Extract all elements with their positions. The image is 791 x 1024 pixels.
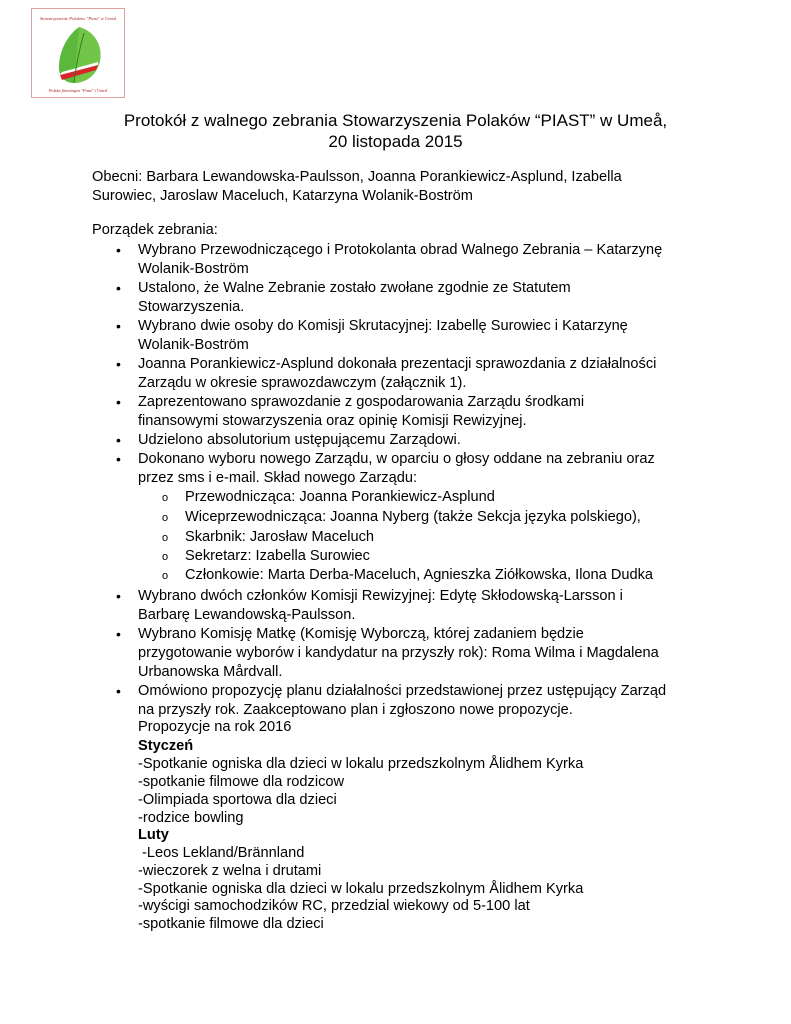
bullet-1-line-1: Wybrano Przewodniczącego i Protokolanta obrad Walnego Zebrania – Katarzynę: [138, 242, 663, 258]
bullet-3-line-2: Wolanik-Boström: [138, 337, 249, 353]
sub-bullet: o: [162, 512, 169, 524]
board-member-4: Sekretarz: Izabella Surowiec: [185, 548, 370, 564]
bullet-4-line-2: Zarządu w okresie sprawozdawczym (załącznik 1).: [138, 375, 467, 391]
jan-item-2: -spotkanie filmowe dla rodzicow: [138, 774, 345, 790]
board-member-2: Wiceprzewodnicząca: Joanna Nyberg (także Sekcja języka polskiego),: [185, 509, 641, 525]
sub-bullet: o: [162, 570, 169, 582]
bullet-dot: •: [116, 280, 121, 296]
bullet-dot: •: [116, 242, 121, 258]
bullet-9-line-1: Wybrano Komisję Matkę (Komisję Wyborczą, której zadaniem będzie: [138, 626, 584, 642]
jan-item-4: -rodzice bowling: [138, 810, 244, 826]
leaf-icon: [54, 25, 104, 87]
feb-item-4: -wyścigi samochodzików RC, przedzial wiekowy od 5-100 lat: [138, 898, 530, 914]
bullet-9-line-3: Urbanowska Mårdvall.: [138, 664, 283, 680]
bullet-8-line-1: Wybrano dwóch członków Komisji Rewizyjnej: Edytę Skłodowską-Larsson i: [138, 588, 623, 604]
bullet-dot: •: [116, 432, 121, 448]
bullet-4-line-1: Joanna Porankiewicz-Asplund dokonała prezentacji sprawozdania z działalności: [138, 356, 657, 372]
bullet-7-line-1: Dokonano wyboru nowego Zarządu, w oparciu o głosy oddane na zebraniu oraz: [138, 451, 655, 467]
bullet-5-line-1: Zaprezentowano sprawozdanie z gospodarowania Zarządu środkami: [138, 394, 585, 410]
logo-top-text: Stowarzyszenie Polaków "Piast" w Umeå: [39, 16, 117, 21]
proposals-heading: Propozycje na rok 2016: [138, 719, 292, 735]
board-member-3: Skarbnik: Jarosław Maceluch: [185, 529, 374, 545]
bullet-dot: •: [116, 318, 121, 334]
present-line-2: Surowiec, Jaroslaw Maceluch, Katarzyna Wolanik-Boström: [92, 188, 473, 204]
present-line-1: Obecni: Barbara Lewandowska-Paulsson, Joanna Porankiewicz-Asplund, Izabella: [92, 169, 622, 185]
bullet-2-line-1: Ustalono, że Walne Zebranie zostało zwołane zgodnie ze Statutem: [138, 280, 571, 296]
sub-bullet: o: [162, 492, 169, 504]
board-member-5: Członkowie: Marta Derba-Maceluch, Agnieszka Ziółkowska, Ilona Dudka: [185, 567, 654, 583]
bullet-dot: •: [116, 626, 121, 642]
jan-item-3: -Olimpiada sportowa dla dzieci: [138, 792, 337, 808]
sub-bullet: o: [162, 551, 169, 563]
logo-bottom-text: Polska föreningen "Piast" i Umeå: [48, 88, 108, 93]
bullet-3-line-1: Wybrano dwie osoby do Komisji Skrutacyjnej: Izabellę Surowiec i Katarzynę: [138, 318, 628, 334]
bullet-9-line-2: przygotowanie wyborów i kandydatur na przyszły rok): Roma Wilma i Magdalena: [138, 645, 659, 661]
board-member-1: Przewodnicząca: Joanna Porankiewicz-Asplund: [185, 489, 495, 505]
bullet-dot: •: [116, 451, 121, 467]
bullet-dot: •: [116, 683, 121, 699]
feb-item-2: -wieczorek z welna i drutami: [138, 863, 322, 879]
bullet-8-line-2: Barbarę Lewandowską-Paulsson.: [138, 607, 356, 623]
feb-item-1: -Leos Lekland/Brännland: [138, 845, 305, 861]
feb-item-5: -spotkanie filmowe dla dzieci: [138, 916, 324, 932]
bullet-2-line-2: Stowarzyszenia.: [138, 299, 245, 315]
bullet-6-line-1: Udzielono absolutorium ustępującemu Zarządowi.: [138, 432, 461, 448]
sub-bullet: o: [162, 532, 169, 544]
jan-item-1: -Spotkanie ogniska dla dzieci w lokalu przedszkolnym Ålidhem Kyrka: [138, 756, 584, 772]
bullet-dot: •: [116, 356, 121, 372]
bullet-10-line-2: na przyszły rok. Zaakceptowano plan i zgłoszono nowe propozycje.: [138, 702, 573, 718]
month-january: Styczeń: [138, 738, 194, 754]
month-february: Luty: [138, 827, 169, 843]
association-logo: [31, 8, 125, 98]
bullet-dot: •: [116, 394, 121, 410]
agenda-heading: Porządek zebrania:: [92, 222, 218, 238]
bullet-10-line-1: Omówiono propozycję planu działalności przedstawionej przez ustępujący Zarząd: [138, 683, 667, 699]
title-line-2: 20 listopada 2015: [328, 132, 463, 151]
bullet-dot: •: [116, 588, 121, 604]
bullet-7-line-2: przez sms i e-mail. Skład nowego Zarządu:: [138, 470, 418, 486]
bullet-1-line-2: Wolanik-Boström: [138, 261, 249, 277]
title-line-1: Protokół z walnego zebrania Stowarzyszenia Polaków “PIAST” w Umeå,: [123, 111, 668, 130]
page-title: [0, 110, 791, 152]
feb-item-3: -Spotkanie ogniska dla dzieci w lokalu przedszkolnym Ålidhem Kyrka: [138, 881, 584, 897]
bullet-5-line-2: finansowymi stowarzyszenia oraz opinię Komisji Rewizyjnej.: [138, 413, 527, 429]
